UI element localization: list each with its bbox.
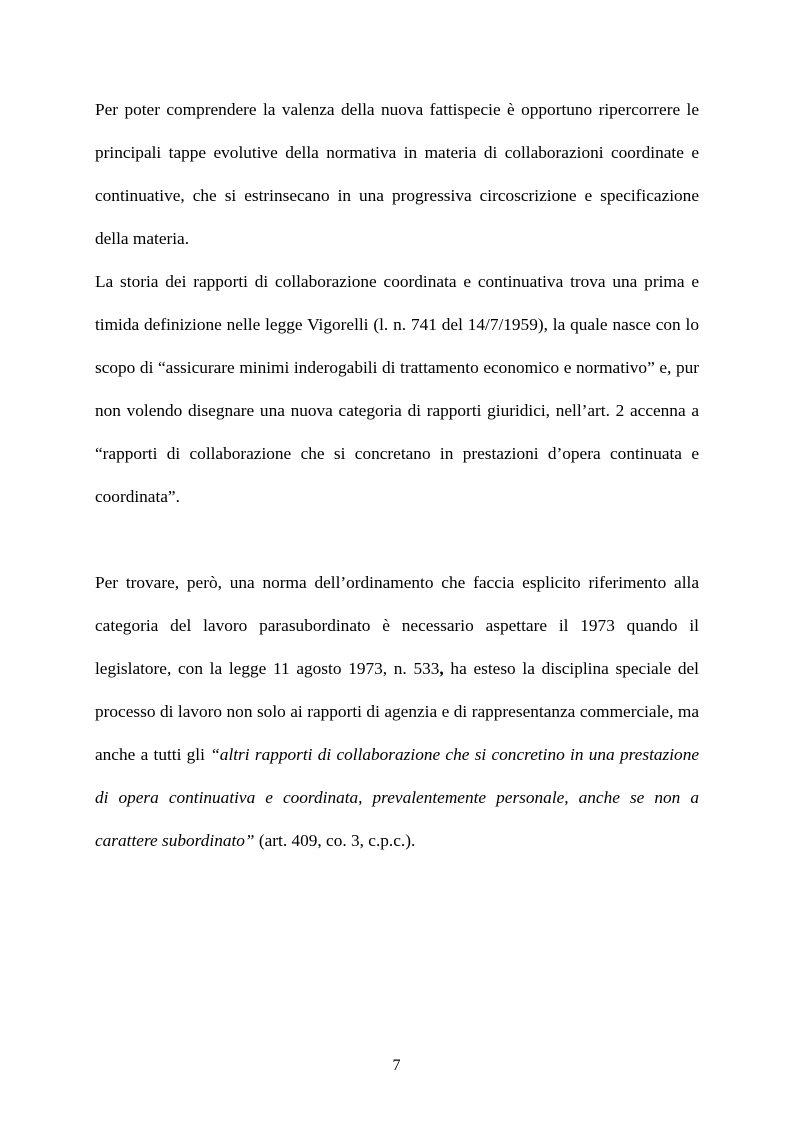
document-body xyxy=(95,88,699,862)
paragraph-3-bold-comma: , xyxy=(439,659,444,678)
paragraph-intro: Per poter comprendere la valenza della nuova fattispecie è opportuno ripercorrere le principali tappe evolutive della normativa in materia di collaborazioni coordinate e continuative, che si estrinsecano in una progressiva circoscrizione e specificazione della materia. xyxy=(95,100,699,248)
page-number: 7 xyxy=(392,1057,401,1074)
paragraph-spacer xyxy=(95,518,699,561)
paragraph-3-quote: “altri rapporti di collaborazione che si concretino in una prestazione di opera continuativa e coordinata, prevalentemente personale, anche se non a carattere subordinato” xyxy=(95,745,700,850)
paragraph-3-text-1: Per trovare, però, una norma dell’ordinamento che faccia esplicito riferimento alla categoria del lavoro parasubordinato è necessario aspettare il 1973 quando il legislatore, con la legge 11 agosto 1973, n. 533 xyxy=(95,573,699,678)
paragraph-parasubordinato xyxy=(95,561,699,862)
paragraph-3-text-2: ha esteso la disciplina speciale del processo di lavoro non solo ai rapporti di agenzia e di rappresentanza commerciale, ma anche a tutti gli xyxy=(95,659,699,764)
paragraph-3-text-3: (art. 409, co. 3, c.p.c.). xyxy=(254,831,416,850)
paragraph-vigorelli: La storia dei rapporti di collaborazione coordinata e continuativa trova una prima e timida definizione nelle legge Vigorelli (l. n. 741 del 14/7/1959), la quale nasce con lo scopo di “assicurare minimi inderogabili di trattamento economico e normativo” e, pur non volendo disegnare una nuova categoria di rapporti giuridici, nell’art. 2 accenna a “rapporti di collaborazione che si concretano in prestazioni d’opera continuata e coordinata”. xyxy=(95,272,699,506)
